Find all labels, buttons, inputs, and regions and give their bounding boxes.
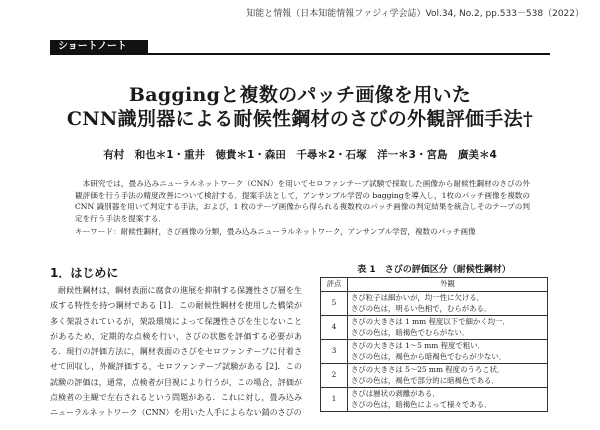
abstract: 本研究では，畳み込みニューラルネットワーク（CNN）を用いてセロファンテープ試験で採取した画像から耐候性鋼材のさびの外観評価を行う手法の精度改善について検討する．提案手法として，アンサンブル学習の baggingを導入し，1枚のパッチ画像を複数の CNN 識別器を用いて判定する手法，および，1 枚のテープ画像から得られる複数枚のパッチ画像の判定結果を統合しそのテープの判定を行う手法を提案する．	[75, 179, 530, 224]
appearance-cell	[348, 364, 548, 388]
appearance-cell	[348, 292, 548, 316]
appearance-line: さびは層状の剥離がある．	[351, 389, 440, 398]
body-paragraph: 耐候性鋼材は，鋼材表面に腐食の進展を抑制する保護性さび層を生成する特性を持つ鋼材である [1]．この耐候性鋼材を使用した橋梁が多く架設されているが，架設環境によって保護性さびを生じないことがあるため，定期的な点検を行い，さびの状態を評価する必要がある．現行の評価方法に，鋼材表面のさびをセロファンテープに付着させて回収し，外観評価する，セロファンテープ試験がある [2]．この試験の評価は，通常，点検者が目視により行うが，この場合，評価が点検者の主観で左右されるという問題がある．これに対し，畳み込みニューラルネットワーク（CNN）を用いた人手によらない錆のさびの	[50, 286, 302, 418]
appearance-cell	[348, 340, 548, 364]
score-cell: 4	[321, 316, 348, 340]
appearance-line: さびの色は，明るい色相で，むらがある．	[351, 303, 492, 313]
appearance-cell	[348, 316, 548, 340]
paper-title-line-2: CNN識別器による耐候性鋼材のさびの外観評価手法†	[66, 108, 534, 130]
appearance-line: さび粒子は細かいが，均一性に欠ける．	[351, 293, 485, 302]
score-cell: 2	[321, 364, 348, 388]
appearance-line: さびの大きさは 1 mm 程度以下で細かく均一．	[351, 317, 510, 326]
appearance-line: さびの色は，褐色で部分的に暗褐色である．	[351, 375, 499, 385]
section-rule	[50, 53, 550, 55]
appearance-cell	[348, 388, 548, 412]
appearance-line: さびの色は，暗褐色でむらがない．	[351, 327, 470, 337]
column-header-appearance: 外観	[348, 278, 548, 292]
section-tag: ショートノート	[50, 40, 148, 54]
score-cell: 5	[321, 292, 348, 316]
keywords: キーワード：耐候性鋼材，さび画像の分類，畳み込みニューラルネットワーク，アンサンブル学習，複数のパッチ画像	[75, 227, 476, 236]
column-header-score: 評点	[321, 278, 348, 292]
table-row	[321, 292, 548, 316]
rust-grade-table	[320, 277, 548, 412]
table-row	[321, 316, 548, 340]
table-header-row	[321, 278, 548, 292]
score-cell: 1	[321, 388, 348, 412]
appearance-line: さびの大きさは 1～5 mm 程度で粗い．	[351, 341, 485, 350]
paper-title-line-1: Baggingと複数のパッチ画像を用いた	[128, 84, 472, 106]
table-row	[321, 340, 548, 364]
appearance-line: さびの大きさは 5～25 mm 程度のうろこ状．	[351, 365, 505, 374]
section-heading-introduction: 1．はじめに	[50, 266, 119, 280]
table-row	[321, 388, 548, 412]
score-cell: 3	[321, 340, 348, 364]
author-list: 有村 和也＊1・重井 徳貴＊1・森田 千尋＊2・石塚 洋一＊3・宮島 廣美＊4	[103, 149, 497, 161]
appearance-line: さびの色は，暗褐色によって様々である．	[351, 399, 492, 409]
table-caption: 表 1 さびの評価区分（耐候性鋼材）	[357, 265, 511, 275]
journal-header: 知能と情報（日本知能情報ファジィ学会誌）Vol.34, No.2, pp.533－538（2022）	[246, 9, 584, 19]
table-row	[321, 364, 548, 388]
appearance-line: さびの色は，褐色から暗褐色でむらが少ない．	[351, 351, 507, 361]
